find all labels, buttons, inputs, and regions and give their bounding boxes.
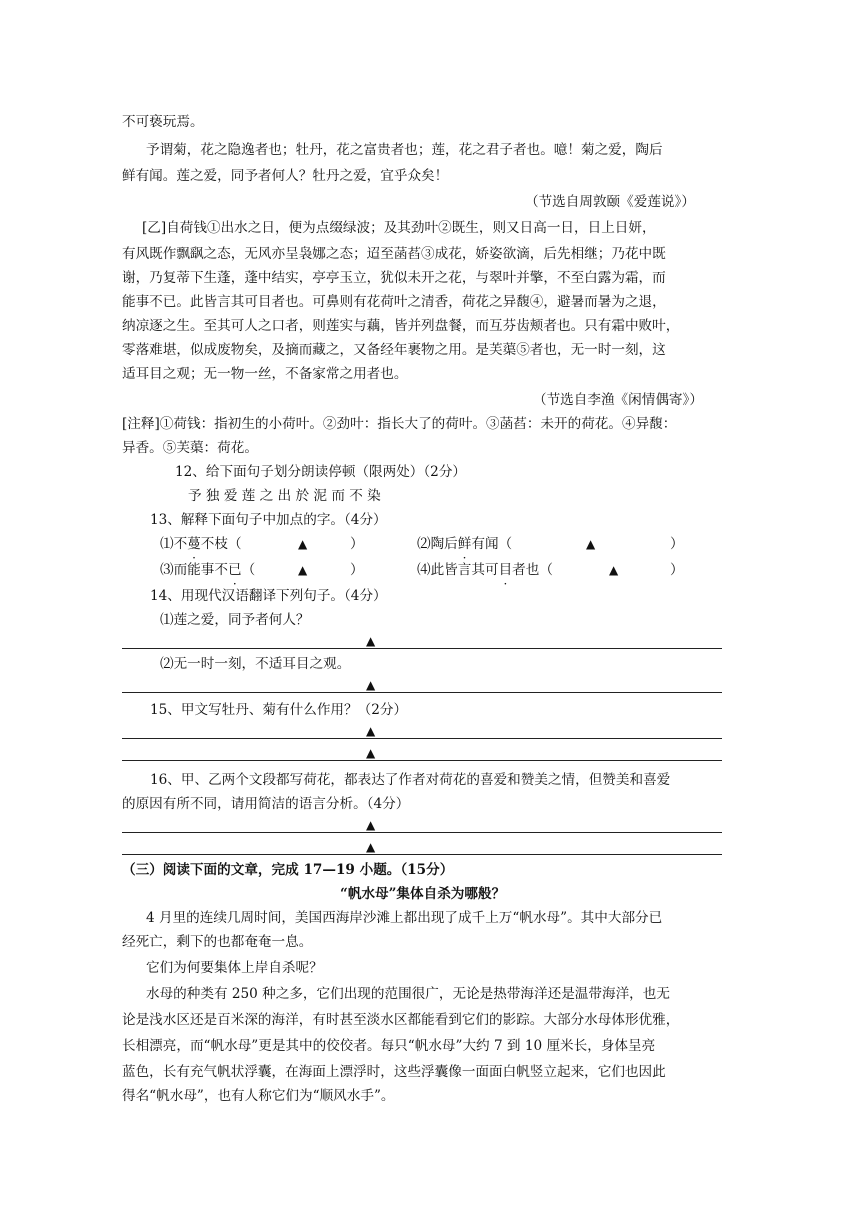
q14-item-2-answer-line[interactable] — [122, 692, 722, 693]
q14-item-1-answer-line[interactable] — [122, 648, 722, 649]
q15-answer-line-1[interactable] — [122, 738, 722, 739]
q15-answer-mark-1[interactable]: ▲ — [366, 724, 376, 738]
q16-answer-mark-2[interactable]: ▲ — [366, 840, 376, 854]
question-16-line-1: 16、甲、乙两个文段都写荷花，都表达了作者对荷花的喜爱和赞美之情，但赞美和喜爱 — [150, 772, 671, 788]
q13-item-1 — [160, 534, 242, 554]
yi-line-2: 有风既作飘飖之态，无风亦呈袅娜之态；迢至菡萏③成花，娇姿欲滴，后先相继；乃花中既 — [122, 246, 666, 262]
q15-answer-line-2[interactable] — [122, 760, 722, 761]
q13-item-2 — [417, 534, 512, 554]
q13-item-2-answer-mark[interactable]: ▲ — [586, 537, 596, 551]
yi-line-3: 谢，乃复蒂下生蓬，蓬中结实，亭亭玉立，犹似未开之花，与翠叶并擎，不至白露为霜，而 — [122, 270, 666, 286]
q13-item-1-pre: ⑴不 — [160, 536, 188, 552]
q13-item-2-pre: ⑵陶后 — [417, 536, 458, 552]
q13-item-3-post: （ — [241, 562, 256, 578]
q14-item-1: ⑴莲之爱，同予者何人？ — [160, 612, 310, 628]
jia-source: （节选自周敦颐《爱莲说》） — [525, 194, 695, 210]
q13-item-1-close: ） — [350, 536, 364, 552]
q14-item-2-answer-mark[interactable]: ▲ — [366, 678, 376, 692]
q14-item-2: ⑵无一时一刻，不适耳目之观。 — [160, 656, 351, 672]
question-15: 15、甲文写牡丹、菊有什么作用？（2分） — [150, 702, 408, 718]
question-12-sentence: 予 独 爱 莲 之 出 於 泥 而 不 染 — [188, 488, 381, 504]
question-12: 12、给下面句子划分朗读停顿（限两处）（2分） — [175, 464, 467, 480]
article-p1-line-1: 4 月里的连续几周时间，美国西海岸沙滩上都出现了成千上万“帆水母”。其中大部分已 — [146, 910, 663, 926]
q13-item-4-dotted-char: 目 — [498, 562, 513, 578]
question-16-line-2: 的原因有所不同，请用简洁的语言分析。（4分） — [122, 796, 410, 812]
article-p3-line-4: 蓝色，长有充气帆状浮囊，在海面上漂浮时，这些浮囊像一面面白帆竖立起来，它们也因此 — [122, 1064, 666, 1080]
q16-answer-line-2[interactable] — [122, 854, 722, 855]
q13-item-4-close: ） — [670, 562, 684, 578]
article-p3-line-1: 水母的种类有 250 种之多，它们出现的范围很广，无论是热带海洋还是温带海洋，也无 — [146, 986, 670, 1002]
section-3-heading: （三）阅读下面的文章，完成 17—19 小题。（15分） — [122, 862, 454, 878]
q16-answer-line-1[interactable] — [122, 832, 722, 833]
q13-item-2-dotted-char: 鲜 — [457, 536, 472, 552]
note-line-2: 异香。⑤芙蕖：荷花。 — [122, 440, 258, 456]
jia-line-1: 不可亵玩焉。 — [122, 114, 204, 130]
q13-item-3-close: ） — [350, 562, 364, 578]
yi-line-4: 能事不已。此皆言其可目者也。可鼻则有花荷叶之清香，荷花之异馥④，避暑而暑为之退， — [122, 294, 666, 310]
jia-line-3: 鲜有闻。莲之爱，同予者何人？牡丹之爱，宜乎众矣！ — [122, 168, 449, 184]
note-line-1: [注释]①荷钱：指初生的小荷叶。②劲叶：指长大了的荷叶。③菡萏：未开的荷花。④异馥： — [122, 416, 677, 432]
article-p3-line-2: 论是浅水区还是百米深的海洋，有时甚至淡水区都能看到它们的影踪。大部分水母体形优雅， — [122, 1012, 680, 1028]
article-p3-line-3: 长相漂亮，而“帆水母”更是其中的佼佼者。每只“帆水母”大约 7 到 10 厘米长，身体呈亮 — [122, 1038, 656, 1054]
q13-item-4-pre: ⑷此皆言其可 — [417, 562, 499, 578]
q13-item-4-post: 者也（ — [512, 562, 553, 578]
question-14: 14、用现代汉语翻译下列句子。（4分） — [150, 588, 387, 604]
q16-answer-mark-1[interactable]: ▲ — [366, 818, 376, 832]
q13-item-3-pre: ⑶而能事不 — [160, 562, 228, 578]
q13-item-3 — [160, 560, 255, 580]
q13-item-2-post: 有闻（ — [471, 536, 513, 552]
q15-answer-mark-2[interactable]: ▲ — [366, 746, 376, 760]
yi-line-6: 零落难堪，似成废物矣，及摘而藏之，又备经年裹物之用。是芙蕖⑤者也，无一时一刻，这 — [122, 342, 666, 358]
question-13: 13、解释下面句子中加点的字。（4分） — [150, 512, 387, 528]
q13-item-3-answer-mark[interactable]: ▲ — [298, 563, 308, 577]
yi-line-7: 适耳目之观；无一物一丝，不备家常之用者也。 — [122, 366, 408, 382]
article-p3-line-5: 得名“帆水母”，也有人称它们为“顺风水手”。 — [122, 1088, 395, 1104]
jia-line-2: 予谓菊，花之隐逸者也；牡丹，花之富贵者也；莲，花之君子者也。噫！菊之爱，陶后 — [146, 142, 663, 158]
q13-item-4-answer-mark[interactable]: ▲ — [609, 563, 619, 577]
article-p1-line-2: 经死亡，剩下的也都奄奄一息。 — [122, 934, 313, 950]
q13-item-1-post: 不枝（ — [200, 536, 242, 552]
q14-item-1-answer-mark[interactable]: ▲ — [366, 634, 376, 648]
yi-line-1: [乙]自荷钱①出水之日，便为点缀绿波；及其劲叶②既生，则又日高一日，日上日妍， — [142, 220, 656, 236]
q13-item-4 — [417, 560, 553, 580]
article-p2: 它们为何要集体上岸自杀呢？ — [146, 960, 323, 976]
q13-item-1-dotted-char: 蔓 — [187, 536, 201, 552]
yi-source: （节选自李渔《闲情偶寄》） — [533, 392, 703, 408]
q13-item-1-answer-mark[interactable]: ▲ — [298, 537, 308, 551]
article-title: “帆水母”集体自杀为哪般？ — [340, 886, 506, 902]
q13-item-2-close: ） — [670, 536, 684, 552]
yi-line-5: 纳凉逐之生。至其可人之口者，则莲实与藕，皆并列盘餐，而互芬齿颊者也。只有霜中败叶， — [122, 318, 680, 334]
q13-item-3-dotted-char: 已 — [227, 562, 242, 578]
